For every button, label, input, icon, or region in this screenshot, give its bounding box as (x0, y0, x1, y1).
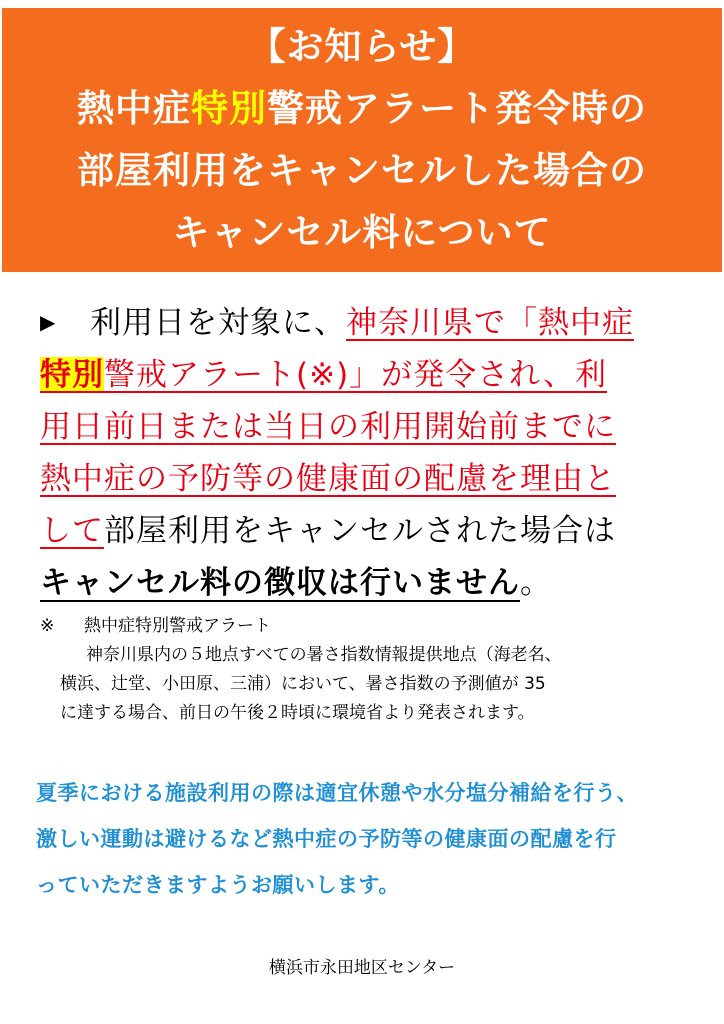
main-notice (40, 296, 700, 609)
request-line-3: っていただきますようお願いします。 (36, 873, 400, 897)
bullet-arrow-icon: ▶ (40, 310, 57, 334)
banner-line-2: 熱中症特別警戒アラート発令時の (77, 87, 647, 130)
request-line-1: 夏季における施設利用の際は適宜休憩や水分塩分補給を行う、 (36, 781, 638, 805)
footnote-line-3: に達する場合、前日の午後２時頃に環境省より発表されます。 (60, 703, 535, 723)
footnote-line-1: 神奈川県内の５地点すべての暑さ指数情報提供地点（海老名、 (86, 645, 562, 665)
banner-line-3: 部屋利用をキャンセルした場合の (77, 149, 647, 192)
banner-highlight: 特別 (191, 87, 267, 130)
asterisk-mark: ※ (40, 616, 55, 636)
no-fee-statement: キャンセル料の徴収は行いません (40, 565, 520, 601)
main-line-3: 用日前日または当日の利用開始前までに (40, 409, 616, 445)
header-banner (2, 8, 722, 272)
highlighted-text: 特別 (40, 357, 104, 393)
footnote-title: ※ 熱中症特別警戒アラート (40, 612, 700, 641)
organization-name: 横浜市永田地区センター (268, 958, 456, 978)
main-line-1: ▶ 利用日を対象に、神奈川県で「熱中症 (40, 296, 700, 349)
banner-title: 【お知らせ】 (248, 25, 476, 68)
red-underlined-text: 神奈川県で「熱中症 (346, 305, 634, 341)
request-message (36, 770, 706, 908)
main-line-4: 熱中症の予防等の健康面の配慮を理由と (40, 461, 616, 497)
main-line-2: 特別警戒アラート(※)」が発令され、利 (40, 357, 608, 393)
main-line-5: して部屋利用をキャンセルされた場合は (40, 513, 616, 549)
banner-line-4: キャンセル料について (172, 211, 552, 254)
footnote (40, 612, 700, 728)
request-line-2: 激しい運動は避けるなど熱中症の予防等の健康面の配慮を行 (36, 827, 617, 851)
main-line-6: キャンセル料の徴収は行いません。 (40, 565, 552, 601)
footnote-line-2: 横浜、辻堂、小田原、三浦）において、暑さ指数の予測値が 35 (60, 674, 546, 694)
